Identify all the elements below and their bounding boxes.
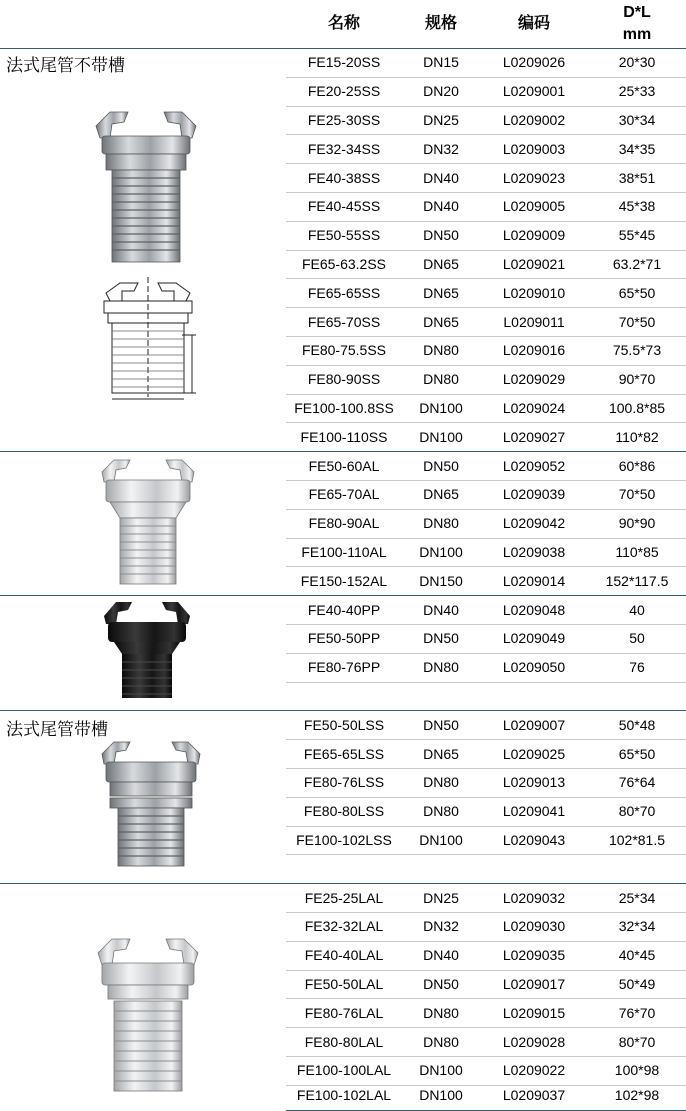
cell-dl: 90*90 xyxy=(618,515,656,532)
cell-spec: DN40 xyxy=(423,198,459,215)
table-row xyxy=(286,192,686,221)
cell-dl: 100.8*85 xyxy=(608,399,666,416)
cell-spec: DN100 xyxy=(419,1087,463,1104)
table-row xyxy=(286,998,686,1027)
stainless-fitting-image xyxy=(90,108,202,266)
cell-code: L0209048 xyxy=(502,601,566,618)
cell-code: L0209010 xyxy=(502,284,566,301)
cell-name: FE40-45SS xyxy=(307,198,381,215)
cell-spec: DN50 xyxy=(423,630,459,647)
cell-spec: DN80 xyxy=(423,371,459,388)
table-row xyxy=(286,710,686,739)
table-row xyxy=(286,653,686,682)
cell-dl: 102*81.5 xyxy=(608,831,666,848)
cell-code: L0209025 xyxy=(502,745,566,762)
table-row xyxy=(286,451,686,480)
cell-spec: DN80 xyxy=(423,774,459,791)
cell-name: FE100-110SS xyxy=(300,428,388,445)
table-row xyxy=(286,826,686,855)
header-dl-line2: mm xyxy=(622,26,652,43)
cell-code: L0209021 xyxy=(502,255,566,272)
cell-code: L0209028 xyxy=(502,1033,566,1050)
cell-spec: DN65 xyxy=(423,486,459,503)
cell-dl: 76*70 xyxy=(618,1004,656,1021)
cell-dl: 70*50 xyxy=(618,313,656,330)
cell-name: FE80-80LSS xyxy=(303,803,385,820)
cell-dl: 110*85 xyxy=(615,543,659,560)
cell-spec: DN15 xyxy=(423,54,459,71)
cell-spec: DN80 xyxy=(423,515,459,532)
table-row xyxy=(286,48,686,77)
cell-name: FE50-55SS xyxy=(307,227,381,244)
cell-spec: DN100 xyxy=(419,428,463,445)
cell-dl: 60*86 xyxy=(618,457,656,474)
cell-dl: 110*82 xyxy=(615,428,659,445)
table-row xyxy=(286,538,686,567)
cell-spec: DN80 xyxy=(423,803,459,820)
table-row xyxy=(286,221,686,250)
cell-dl: 65*50 xyxy=(618,745,656,762)
grooved-stainless-fitting-image xyxy=(96,738,206,868)
header-code: 编码 xyxy=(517,15,550,32)
cell-name: FE80-75.5SS xyxy=(301,342,387,359)
cell-dl: 50*49 xyxy=(618,975,656,992)
cell-code: L0209039 xyxy=(502,486,566,503)
cell-code: L0209023 xyxy=(502,169,566,186)
table-row xyxy=(286,106,686,135)
cell-dl: 50 xyxy=(629,630,645,647)
table-row xyxy=(286,480,686,509)
cell-spec: DN80 xyxy=(423,1033,459,1050)
cell-code: L0209049 xyxy=(502,630,566,647)
cell-spec: DN100 xyxy=(419,543,463,560)
cell-spec: DN65 xyxy=(423,745,459,762)
cell-dl: 100*98 xyxy=(614,1062,660,1079)
cell-code: L0209029 xyxy=(502,371,566,388)
table-row xyxy=(286,624,686,653)
cell-dl: 30*34 xyxy=(618,111,656,128)
table-row xyxy=(286,941,686,970)
table-row xyxy=(286,595,686,624)
cell-dl: 102*98 xyxy=(614,1087,660,1104)
cell-spec: DN32 xyxy=(423,918,459,935)
table-row xyxy=(286,134,686,163)
cell-code: L0209035 xyxy=(502,947,566,964)
cell-name: FE32-34SS xyxy=(307,140,381,157)
cell-spec: DN50 xyxy=(423,227,459,244)
cell-spec: DN25 xyxy=(423,111,459,128)
table-row xyxy=(286,1027,686,1056)
table-row xyxy=(286,394,686,423)
cell-code: L0209042 xyxy=(502,515,566,532)
cell-spec: DN100 xyxy=(419,831,463,848)
cell-code: L0209002 xyxy=(502,111,566,128)
cell-name: FE40-40LAL xyxy=(304,947,384,964)
table-row xyxy=(286,250,686,279)
cell-name: FE65-65SS xyxy=(307,284,381,301)
cell-dl: 152*117.5 xyxy=(605,572,669,589)
cell-code: L0209024 xyxy=(502,399,566,416)
cell-code: L0209041 xyxy=(502,803,566,820)
table-row xyxy=(286,739,686,768)
cell-name: FE100-102LAL xyxy=(296,1087,392,1104)
cell-spec: DN20 xyxy=(423,83,459,100)
table-row xyxy=(286,278,686,307)
table-row xyxy=(286,768,686,797)
cell-code: L0209022 xyxy=(502,1062,566,1079)
cell-dl: 70*50 xyxy=(618,486,656,503)
row-divider xyxy=(286,854,686,855)
cell-name: FE50-60AL xyxy=(308,457,380,474)
cell-dl: 25*33 xyxy=(618,83,656,100)
header-dl-line1: D*L xyxy=(623,4,651,21)
cell-dl: 40*45 xyxy=(618,947,656,964)
cell-code: L0209013 xyxy=(502,774,566,791)
cell-dl: 55*45 xyxy=(618,227,656,244)
cell-spec: DN50 xyxy=(423,975,459,992)
cell-name: FE15-20SS xyxy=(307,54,381,71)
cell-dl: 76*64 xyxy=(618,774,656,791)
table-row xyxy=(286,566,686,595)
cell-code: L0209007 xyxy=(502,716,566,733)
cell-dl: 65*50 xyxy=(618,284,656,301)
cell-code: L0209030 xyxy=(502,918,566,935)
cell-name: FE150-152AL xyxy=(300,572,388,589)
cell-spec: DN100 xyxy=(419,399,463,416)
cell-spec: DN40 xyxy=(423,947,459,964)
cell-dl: 45*38 xyxy=(618,198,656,215)
cell-name: FE80-90AL xyxy=(308,515,380,532)
cell-spec: DN40 xyxy=(423,601,459,618)
table-row xyxy=(286,163,686,192)
cell-spec: DN100 xyxy=(419,1062,463,1079)
cell-spec: DN80 xyxy=(423,1004,459,1021)
category-grooved: 法式尾管带槽 xyxy=(6,720,108,740)
cell-name: FE65-63.2SS xyxy=(301,255,387,272)
header-spec: 规格 xyxy=(424,15,457,32)
cell-dl: 25*34 xyxy=(618,889,656,906)
cell-name: FE100-102LSS xyxy=(296,831,392,848)
cell-name: FE80-90SS xyxy=(307,371,381,388)
cell-name: FE65-70SS xyxy=(307,313,381,330)
cell-dl: 80*70 xyxy=(618,803,656,820)
cell-spec: DN65 xyxy=(423,255,459,272)
grooved-aluminium-fitting-image xyxy=(92,935,204,1095)
cell-dl: 50*48 xyxy=(618,716,656,733)
cell-dl: 63.2*71 xyxy=(612,255,662,272)
cell-name: FE80-76LAL xyxy=(304,1004,384,1021)
cell-name: FE32-32LAL xyxy=(304,918,384,935)
cell-code: L0209050 xyxy=(502,659,566,676)
cell-name: FE20-25SS xyxy=(307,83,381,100)
cell-name: FE50-50LAL xyxy=(304,975,384,992)
cell-name: FE50-50LSS xyxy=(303,716,385,733)
cell-name: FE80-80LAL xyxy=(304,1033,384,1050)
cell-name: FE50-50PP xyxy=(307,630,381,647)
cell-dl: 32*34 xyxy=(618,918,656,935)
cell-name: FE100-100.8SS xyxy=(294,399,394,416)
cell-code: L0209014 xyxy=(502,572,566,589)
cell-code: L0209009 xyxy=(502,227,566,244)
cell-code: L0209015 xyxy=(502,1004,566,1021)
cell-name: FE40-38SS xyxy=(307,169,381,186)
cell-dl: 34*35 xyxy=(618,140,656,157)
header-dl xyxy=(588,0,686,48)
cell-name: FE100-100LAL xyxy=(296,1062,392,1079)
table-row xyxy=(286,970,686,999)
cell-code: L0209016 xyxy=(502,342,566,359)
cell-dl: 40 xyxy=(629,601,645,618)
cell-code: L0209011 xyxy=(503,313,565,330)
cell-dl: 80*70 xyxy=(618,1033,656,1050)
pp-fitting-image xyxy=(100,600,194,700)
table-row xyxy=(286,77,686,106)
cell-spec: DN25 xyxy=(423,889,459,906)
table-row xyxy=(286,365,686,394)
cell-name: FE100-110AL xyxy=(301,543,387,560)
table-row xyxy=(286,797,686,826)
cell-name: FE40-40PP xyxy=(307,601,381,618)
cell-spec: DN50 xyxy=(423,457,459,474)
technical-drawing-image xyxy=(96,275,206,405)
cell-name: FE25-25LAL xyxy=(304,889,384,906)
category-no-groove: 法式尾管不带槽 xyxy=(6,56,125,76)
cell-code: L0209003 xyxy=(502,140,566,157)
cell-name: FE65-70AL xyxy=(308,486,380,503)
cell-name: FE65-65LSS xyxy=(303,745,385,762)
table-row xyxy=(286,883,686,912)
cell-code: L0209026 xyxy=(502,54,566,71)
cell-spec: DN40 xyxy=(423,169,459,186)
cell-name: FE80-76PP xyxy=(307,659,381,676)
cell-dl: 20*30 xyxy=(618,54,656,71)
cell-name: FE25-30SS xyxy=(307,111,381,128)
cell-code: L0209037 xyxy=(502,1087,566,1104)
cell-spec: DN32 xyxy=(423,140,459,157)
cell-spec: DN150 xyxy=(419,572,463,589)
cell-dl: 75.5*73 xyxy=(612,342,662,359)
table-row xyxy=(286,422,686,451)
cell-code: L0209052 xyxy=(502,457,566,474)
cell-code: L0209005 xyxy=(502,198,566,215)
cell-code: L0209001 xyxy=(502,83,566,100)
cell-dl: 38*51 xyxy=(618,169,656,186)
header-name: 名称 xyxy=(327,15,360,32)
aluminium-fitting-image xyxy=(96,456,200,588)
cell-code: L0209017 xyxy=(502,975,566,992)
row-divider xyxy=(286,682,686,683)
cell-name: FE80-76LSS xyxy=(303,774,385,791)
cell-dl: 90*70 xyxy=(618,371,656,388)
table-row xyxy=(286,509,686,538)
cell-code: L0209038 xyxy=(502,543,566,560)
cell-spec: DN50 xyxy=(423,716,459,733)
cell-spec: DN80 xyxy=(423,659,459,676)
cell-spec: DN65 xyxy=(423,284,459,301)
cell-dl: 76 xyxy=(629,659,645,676)
cell-spec: DN65 xyxy=(423,313,459,330)
table-row xyxy=(286,336,686,365)
cell-code: L0209027 xyxy=(502,428,566,445)
cell-code: L0209043 xyxy=(502,831,566,848)
table-row xyxy=(286,1081,686,1110)
table-row xyxy=(286,307,686,336)
cell-spec: DN80 xyxy=(423,342,459,359)
cell-code: L0209032 xyxy=(502,889,566,906)
table-row xyxy=(286,912,686,941)
